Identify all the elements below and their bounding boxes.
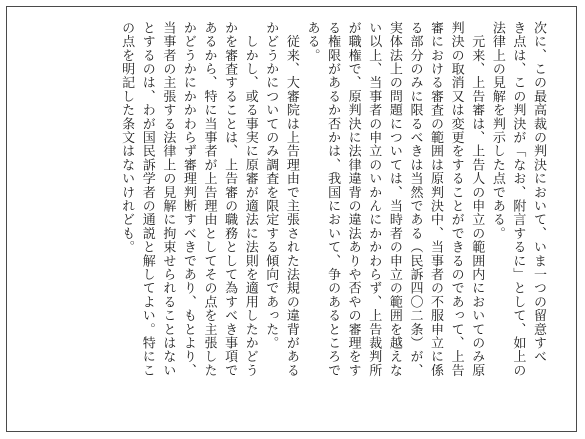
text-line: ある。: [304, 21, 320, 63]
paragraph: [116, 21, 260, 419]
text-line: き点は、この判決が「なお、附言するに」として、如上の: [510, 21, 526, 378]
text-line: 審における審査の範囲は原判決中、当事者の不服申立に係: [428, 21, 444, 378]
text-line: 当事者の主張する法律上の見解に拘束せられることはない: [160, 21, 176, 378]
text-line: 法律上の見解を判示した点である。: [489, 21, 505, 241]
text-line: る権限があるか否かは、我国において、争のあるところで: [325, 21, 341, 378]
text-line: 次に、この最高裁の判決において、いま一つの留意すべ: [531, 21, 546, 364]
text-line: とするのは、わが国民訴学者の通説と解してよい。特にこ: [139, 21, 155, 378]
text-line: あるから、特に当事者が上告理由としてその点を主張した: [201, 21, 217, 378]
text-line: かどうかにかかわらず審理判断すべきであり、もとより、: [180, 21, 196, 378]
text-line: しかし、或る事実に原審が適法に法則を適用したかどう: [242, 21, 258, 378]
text-line: る部分のみに限るべきは当然である（民訴四〇二条）が、: [407, 21, 423, 378]
paragraph: [301, 21, 486, 419]
text-line: 従来、大審院は上告理由で主張された法規の違背がある: [283, 21, 299, 378]
vertical-text-body: [116, 21, 548, 419]
text-line: 元来、上告審は、上告人の申立の範囲内においてのみ原: [469, 21, 485, 378]
paragraph: [486, 21, 548, 419]
document-page: [6, 6, 577, 432]
text-line: かを審査することは、上告審の職務として為すべき事項で: [222, 21, 238, 378]
text-line: の点を明記した条文はないけれども。: [119, 21, 135, 254]
paragraph: [260, 21, 301, 419]
text-line: かどうかについてのみ調査を限定する傾向であった。: [263, 21, 279, 350]
text-line: 実体法上の問題については、当時者の申立の範囲を越えな: [386, 21, 402, 378]
text-line: い以上、当事者の申立のいかんにかかわらず、上告裁判所: [366, 21, 382, 378]
text-line: 判決の取消又は変更をすることができるのであって、上告: [448, 21, 464, 378]
text-line: が職権で、原判決に法律違背の違法ありや否やの審理をす: [345, 21, 361, 378]
